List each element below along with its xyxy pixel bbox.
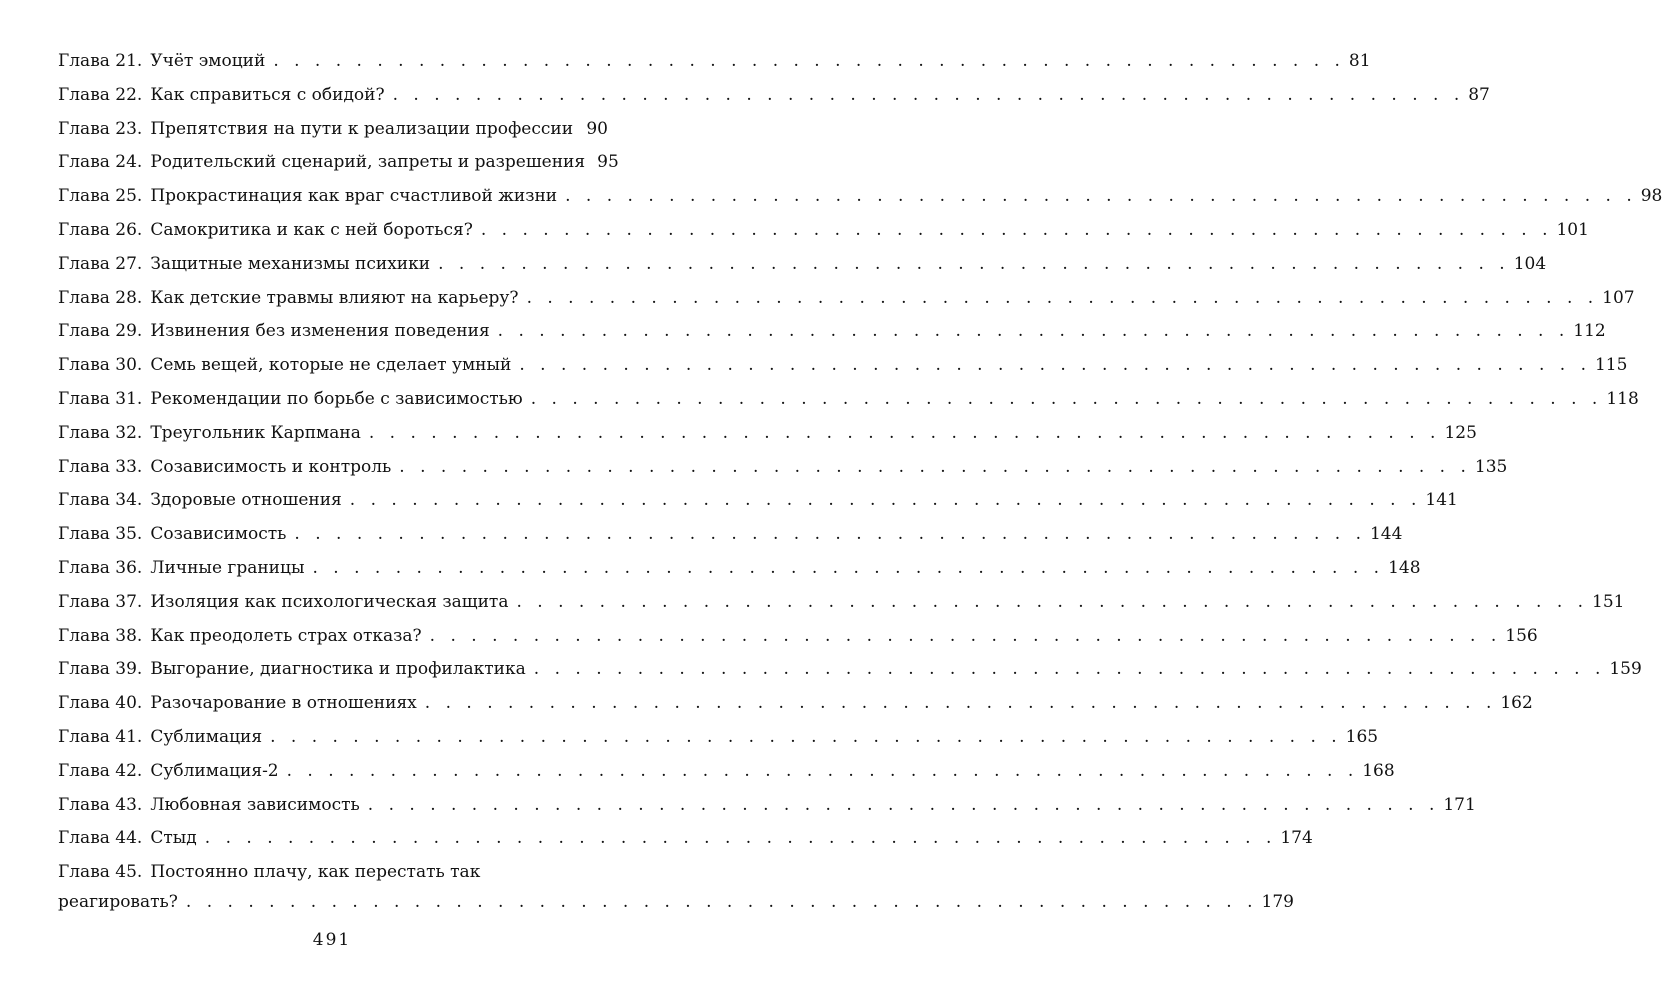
chapter-title: Здоровые отношения — [150, 490, 342, 511]
chapter-number: Глава 24. — [58, 152, 143, 173]
toc-entry — [58, 253, 1547, 287]
chapter-number: Глава 26. — [58, 219, 143, 240]
chapter-title: Сублимация — [150, 726, 263, 747]
dot-leader: . . . . . . . . . . . . . . . . . . . . . . . . . . . . . . . . . . . . . . . . . . . . . . . . . . . . — [286, 760, 1359, 781]
chapter-page-number: 104 — [1513, 253, 1547, 274]
chapter-number: Глава 30. — [58, 355, 143, 376]
dot-leader: . . . . . . . . . . . . . . . . . . . . . . . . . . . . . . . . . . . . . . . . . . . . . . . . . . . . — [273, 51, 1345, 71]
dot-leader: . . . . . . . . . . . . . . . . . . . . . . . . . . . . . . . . . . . . . . . . . . . . . . . . . . . . — [480, 219, 1553, 240]
chapter-number: Глава 29. — [58, 321, 143, 342]
chapter-page-number: 118 — [1606, 388, 1639, 409]
chapter-number: Глава 33. — [58, 456, 143, 477]
chapter-page-number: 81 — [1348, 51, 1371, 71]
chapter-number: Глава 39. — [58, 659, 143, 680]
chapter-title-continued: реагировать? — [58, 892, 178, 913]
toc-entry — [58, 726, 1379, 760]
chapter-number: Глава 25. — [58, 186, 143, 207]
toc-entry — [58, 794, 1476, 828]
dot-leader — [581, 118, 582, 140]
chapter-number: Глава 31. — [58, 388, 143, 409]
dot-leader: . . . . . . . . . . . . . . . . . . . . . . . . . . . . . . . . . . . . . . . . . . . . . . . . . . . . — [429, 625, 1502, 646]
chapter-title: Изоляция как психологическая защита — [150, 591, 509, 612]
dot-leader: . . . . . . . . . . . . . . . . . . . . . . . . . . . . . . . . . . . . . . . . . . . . . . . . . . . . — [530, 388, 1603, 409]
toc-entry — [58, 354, 1628, 388]
chapter-page-number: 168 — [1362, 760, 1395, 781]
toc-entry — [58, 523, 1403, 557]
chapter-title: Постоянно плачу, как перестать так — [150, 862, 481, 883]
chapter-number: Глава 38. — [58, 625, 143, 646]
toc-entry — [58, 185, 1662, 219]
toc-entry — [58, 84, 1490, 118]
chapter-title: Семь вещей, которые не сделает умный — [150, 355, 512, 376]
chapter-number: Глава 43. — [58, 794, 143, 815]
dot-leader: . . . . . . . . . . . . . . . . . . . . . . . . . . . . . . . . . . . . . . . . . . . . . . . . . . . . — [438, 253, 1510, 274]
chapter-number: Глава 32. — [58, 422, 143, 443]
toc-entry — [58, 489, 1458, 523]
chapter-number: Глава 41. — [58, 726, 143, 747]
dot-leader: . . . . . . . . . . . . . . . . . . . . . . . . . . . . . . . . . . . . . . . . . . . . . . . . . . . . — [185, 892, 1258, 913]
chapter-page-number: 95 — [597, 152, 619, 173]
chapter-page-number: 171 — [1443, 794, 1476, 815]
chapter-number: Глава 22. — [58, 84, 143, 105]
chapter-title: Как детские травмы влияют на карьеру? — [150, 287, 519, 308]
page-number: 491 — [312, 930, 352, 950]
dot-leader: . . . . . . . . . . . . . . . . . . . . . . . . . . . . . . . . . . . . . . . . . . . . . . . . . . . . — [399, 456, 1471, 477]
dot-leader: . . . . . . . . . . . . . . . . . . . . . . . . . . . . . . . . . . . . . . . . . . . . . . . . . . . . — [270, 726, 1342, 747]
dot-leader: . . . . . . . . . . . . . . . . . . . . . . . . . . . . . . . . . . . . . . . . . . . . . . . . . . . . — [497, 321, 1570, 342]
chapter-page-number: 112 — [1573, 321, 1606, 342]
dot-leader: . . . . . . . . . . . . . . . . . . . . . . . . . . . . . . . . . . . . . . . . . . . . . . . . . . . . — [349, 490, 1422, 511]
dot-leader: . . . . . . . . . . . . . . . . . . . . . . . . . . . . . . . . . . . . . . . . . . . . . . . . . . . . — [368, 422, 1441, 443]
dot-leader: . . . . . . . . . . . . . . . . . . . . . . . . . . . . . . . . . . . . . . . . . . . . . . . . . . . . — [294, 524, 1366, 545]
chapter-title: Как справиться с обидой? — [150, 84, 385, 105]
chapter-number: Глава 21. — [58, 51, 143, 71]
toc-entry — [58, 50, 1371, 84]
toc-entry — [58, 287, 1635, 321]
chapter-number: Глава 34. — [58, 490, 143, 511]
toc-entry — [58, 118, 608, 152]
dot-leader: . . . . . . . . . . . . . . . . . . . . . . . . . . . . . . . . . . . . . . . . . . . . . . . . . . . . — [526, 287, 1599, 308]
chapter-title: Созависимость — [150, 524, 287, 545]
toc-entry — [58, 861, 1294, 923]
chapter-title: Треугольник Карпмана — [150, 422, 361, 443]
chapter-number: Глава 45. — [58, 862, 143, 883]
dot-leader: . . . . . . . . . . . . . . . . . . . . . . . . . . . . . . . . . . . . . . . . . . . . . . . . . . . . — [367, 794, 1440, 815]
chapter-page-number: 125 — [1444, 422, 1477, 443]
chapter-page-number: 151 — [1592, 591, 1625, 612]
chapter-page-number: 156 — [1505, 625, 1538, 646]
chapter-title: Выгорание, диагностика и профилактика — [150, 659, 526, 680]
toc-entry — [58, 760, 1395, 794]
chapter-title: Извинения без изменения поведения — [150, 321, 490, 342]
chapter-page-number: 115 — [1594, 355, 1628, 376]
chapter-title: Стыд — [150, 828, 197, 849]
chapter-title: Личные границы — [150, 557, 305, 578]
chapter-page-number: 179 — [1261, 892, 1294, 913]
toc-entry — [58, 219, 1589, 253]
chapter-number: Глава 35. — [58, 524, 143, 545]
dot-leader: . . . . . . . . . . . . . . . . . . . . . . . . . . . . . . . . . . . . . . . . . . . . . . . . . . . . — [312, 557, 1385, 578]
chapter-page-number: 165 — [1345, 726, 1379, 747]
chapter-page-number: 159 — [1609, 659, 1642, 680]
chapter-page-number: 101 — [1556, 219, 1589, 240]
toc-entry — [58, 591, 1625, 625]
dot-leader: . . . . . . . . . . . . . . . . . . . . . . . . . . . . . . . . . . . . . . . . . . . . . . . . . . . . — [533, 659, 1606, 680]
chapter-page-number: 87 — [1468, 84, 1490, 105]
chapter-number: Глава 36. — [58, 557, 143, 578]
dot-leader: . . . . . . . . . . . . . . . . . . . . . . . . . . . . . . . . . . . . . . . . . . . . . . . . . . . . — [392, 84, 1465, 105]
chapter-number: Глава 37. — [58, 591, 143, 612]
toc-entry — [58, 456, 1508, 490]
chapter-title: Разочарование в отношениях — [150, 693, 417, 714]
chapter-page-number: 135 — [1474, 456, 1508, 477]
toc-entry — [58, 151, 619, 185]
toc-entry — [58, 625, 1538, 659]
chapter-number: Глава 42. — [58, 760, 143, 781]
chapter-page-number: 162 — [1500, 693, 1533, 714]
chapter-title: Любовная зависимость — [150, 794, 360, 815]
dot-leader: . . . . . . . . . . . . . . . . . . . . . . . . . . . . . . . . . . . . . . . . . . . . . . . . . . . . — [516, 591, 1589, 612]
toc-entry — [58, 422, 1477, 456]
toc-entry — [58, 557, 1421, 591]
chapter-title: Сублимация-2 — [150, 760, 279, 781]
chapter-page-number: 174 — [1280, 828, 1313, 849]
chapter-title: Рекомендации по борьбе с зависимостью — [150, 388, 523, 409]
toc-entry — [58, 827, 1313, 861]
chapter-page-number: 107 — [1602, 287, 1635, 308]
toc-entry — [58, 658, 1642, 692]
chapter-number: Глава 28. — [58, 287, 143, 308]
dot-leader: . . . . . . . . . . . . . . . . . . . . . . . . . . . . . . . . . . . . . . . . . . . . . . . . . . . . — [424, 693, 1497, 714]
chapter-number: Глава 44. — [58, 828, 143, 849]
chapter-page-number: 98 — [1640, 186, 1662, 207]
toc-entry — [58, 388, 1639, 422]
chapter-page-number: 90 — [586, 118, 608, 139]
chapter-page-number: 144 — [1369, 524, 1403, 545]
chapter-title: Прокрастинация как враг счастливой жизни — [150, 186, 558, 207]
chapter-number: Глава 23. — [58, 118, 143, 139]
chapter-page-number: 148 — [1388, 557, 1421, 578]
dot-leader: . . . . . . . . . . . . . . . . . . . . . . . . . . . . . . . . . . . . . . . . . . . . . . . . . . . . — [565, 186, 1637, 207]
chapter-title: Как преодолеть страх отказа? — [150, 625, 422, 646]
toc-entry — [58, 320, 1606, 354]
table-of-contents — [58, 50, 1662, 923]
dot-leader: . . . . . . . . . . . . . . . . . . . . . . . . . . . . . . . . . . . . . . . . . . . . . . . . . . . . — [519, 355, 1591, 376]
chapter-title: Самокритика и как с ней бороться? — [150, 219, 473, 240]
chapter-title: Родительский сценарий, запреты и разрешения — [150, 152, 586, 173]
chapter-title: Защитные механизмы психики — [150, 253, 431, 274]
chapter-number: Глава 27. — [58, 253, 143, 274]
chapter-page-number: 141 — [1425, 490, 1458, 511]
chapter-title: Учёт эмоций — [150, 51, 266, 71]
dot-leader: . . . . . . . . . . . . . . . . . . . . . . . . . . . . . . . . . . . . . . . . . . . . . . . . . . . . — [204, 828, 1277, 849]
chapter-number: Глава 40. — [58, 693, 143, 714]
chapter-title: Препятствия на пути к реализации профессии — [150, 118, 574, 139]
toc-entry — [58, 692, 1533, 726]
chapter-title: Созависимость и контроль — [150, 456, 392, 477]
